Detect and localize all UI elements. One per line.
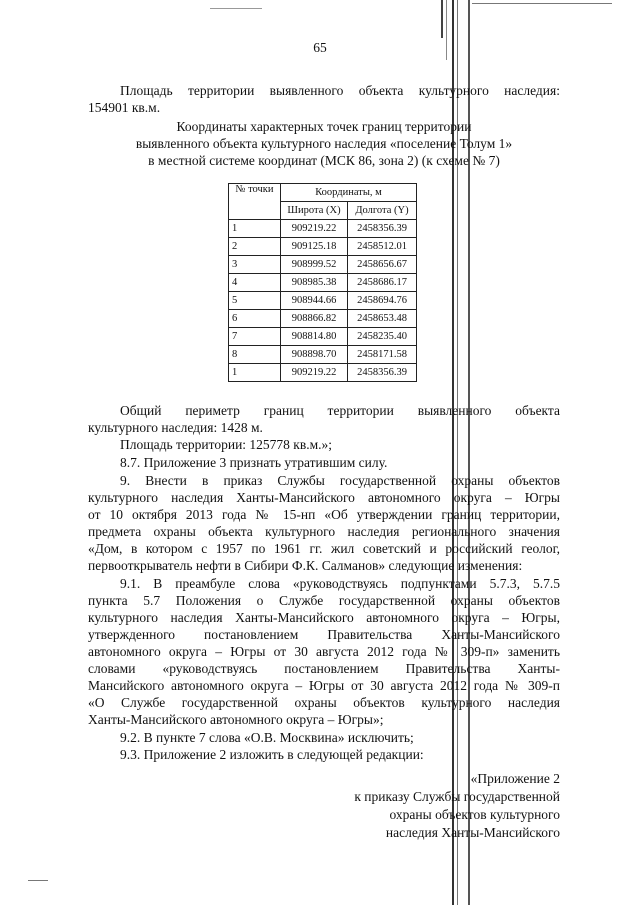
- point-number: 4: [229, 274, 281, 292]
- latitude-cell: 908898.70: [281, 346, 348, 364]
- perimeter-value: культурного наследия: 1428 м.: [88, 420, 263, 435]
- item-9-line: предмета охраны объекта культурного наследия регионального значения: [88, 524, 560, 539]
- point-number: 7: [229, 328, 281, 346]
- area-line: Площадь территории выявленного объекта культурного наследия:: [120, 83, 560, 98]
- point-number: 3: [229, 256, 281, 274]
- item-9-1-line: культурного наследия Ханты-Мансийского автономного округа – Югры,: [88, 610, 560, 625]
- item-9-1-line: пункта 5.7 Положения о Службе государственной охраны объектов: [88, 593, 560, 608]
- point-number: 1: [229, 220, 281, 238]
- item-9-line: от 10 октября 2013 года № 15-нп «Об утверждении границ территории,: [88, 507, 560, 522]
- table-row: [229, 346, 417, 364]
- appendix-line: «Приложение 2: [470, 771, 560, 786]
- table-row: [229, 310, 417, 328]
- appendix-line: наследия Ханты-Мансийского: [385, 825, 560, 840]
- appendix-line: к приказу Службы государственной: [354, 789, 560, 804]
- latitude-cell: 909219.22: [281, 364, 348, 382]
- header-latitude: Широта (X): [281, 202, 348, 220]
- item-9-1-line: «О Службе государственной охраны объектов культурного наследия: [88, 695, 560, 710]
- perimeter-line: Общий периметр границ территории выявленного объекта: [120, 403, 560, 418]
- item-9-line: первооткрыватель нефти в Сибири Ф.К. Салманов» следующие изменения:: [88, 558, 523, 573]
- table-header-row: [229, 184, 417, 202]
- point-number: 6: [229, 310, 281, 328]
- latitude-cell: 908999.52: [281, 256, 348, 274]
- table-row: [229, 274, 417, 292]
- point-number: 8: [229, 346, 281, 364]
- item-9-1-line: Мансийского автономного округа – Югры от 30 августа 2012 года № 309-п: [88, 678, 560, 693]
- point-number: 5: [229, 292, 281, 310]
- table-row: [229, 256, 417, 274]
- header-point-number: № точки: [229, 184, 281, 220]
- latitude-cell: 908814.80: [281, 328, 348, 346]
- longitude-cell: 2458235.40: [348, 328, 417, 346]
- item-9-1-line: утвержденного постановлением Правительства Ханты-Мансийского: [88, 627, 560, 642]
- latitude-cell: 908944.66: [281, 292, 348, 310]
- latitude-cell: 909219.22: [281, 220, 348, 238]
- scan-artifact-line: [472, 3, 612, 4]
- latitude-cell: 908985.38: [281, 274, 348, 292]
- table-row: [229, 220, 417, 238]
- item-8-7: 8.7. Приложение 3 признать утратившим силу.: [120, 455, 388, 470]
- longitude-cell: 2458656.67: [348, 256, 417, 274]
- item-9-1-line: 9.1. В преамбуле слова «руководствуясь подпунктами 5.7.3, 5.7.5: [120, 576, 560, 591]
- coords-title-line: в местной системе координат (МСК 86, зона 2) (к схеме № 7): [148, 153, 500, 168]
- header-longitude: Долгота (Y): [348, 202, 417, 220]
- longitude-cell: 2458356.39: [348, 220, 417, 238]
- latitude-cell: 909125.18: [281, 238, 348, 256]
- coords-title-line: выявленного объекта культурного наследия «поселение Толум 1»: [135, 136, 513, 151]
- item-9-line: культурного наследия Ханты-Мансийского автономного округа – Югры: [88, 490, 560, 505]
- area-total: Площадь территории: 125778 кв.м.»;: [120, 437, 333, 452]
- longitude-cell: 2458694.76: [348, 292, 417, 310]
- longitude-cell: 2458171.58: [348, 346, 417, 364]
- table-row: [229, 292, 417, 310]
- longitude-cell: 2458653.48: [348, 310, 417, 328]
- longitude-cell: 2458512.01: [348, 238, 417, 256]
- longitude-cell: 2458356.39: [348, 364, 417, 382]
- point-number: 1: [229, 364, 281, 382]
- longitude-cell: 2458686.17: [348, 274, 417, 292]
- scan-artifact-line: [441, 0, 443, 38]
- point-number: 2: [229, 238, 281, 256]
- page-number: 65: [313, 40, 327, 55]
- item-9-line: «Дом, в котором с 1957 по 1961 гг. жил советский и российский геолог,: [88, 541, 560, 556]
- table-row: [229, 364, 417, 382]
- item-9-1-line: автономного округа – Югры от 30 августа 2012 года № 309-п» заменить: [88, 644, 560, 659]
- table-row: [229, 328, 417, 346]
- table-row: [229, 238, 417, 256]
- scan-artifact-line: [210, 8, 262, 9]
- scan-artifact-line: [28, 880, 48, 881]
- item-9-3: 9.3. Приложение 2 изложить в следующей редакции:: [120, 747, 424, 762]
- coordinates-table: [228, 183, 417, 382]
- coords-title-line: Координаты характерных точек границ территории: [176, 119, 472, 134]
- item-9-1-line: словами «руководствуясь постановлением Правительства Ханты-: [88, 661, 560, 676]
- appendix-line: охраны объектов культурного: [389, 807, 560, 822]
- area-value: 154901 кв.м.: [88, 100, 161, 115]
- item-9-line: 9. Внести в приказ Службы государственной охраны объектов: [120, 473, 560, 488]
- item-9-2: 9.2. В пункте 7 слова «О.В. Москвина» исключить;: [120, 730, 414, 745]
- item-9-1-line: Ханты-Мансийского автономного округа – Югры»;: [88, 712, 384, 727]
- latitude-cell: 908866.82: [281, 310, 348, 328]
- header-coordinates: Координаты, м: [281, 184, 417, 202]
